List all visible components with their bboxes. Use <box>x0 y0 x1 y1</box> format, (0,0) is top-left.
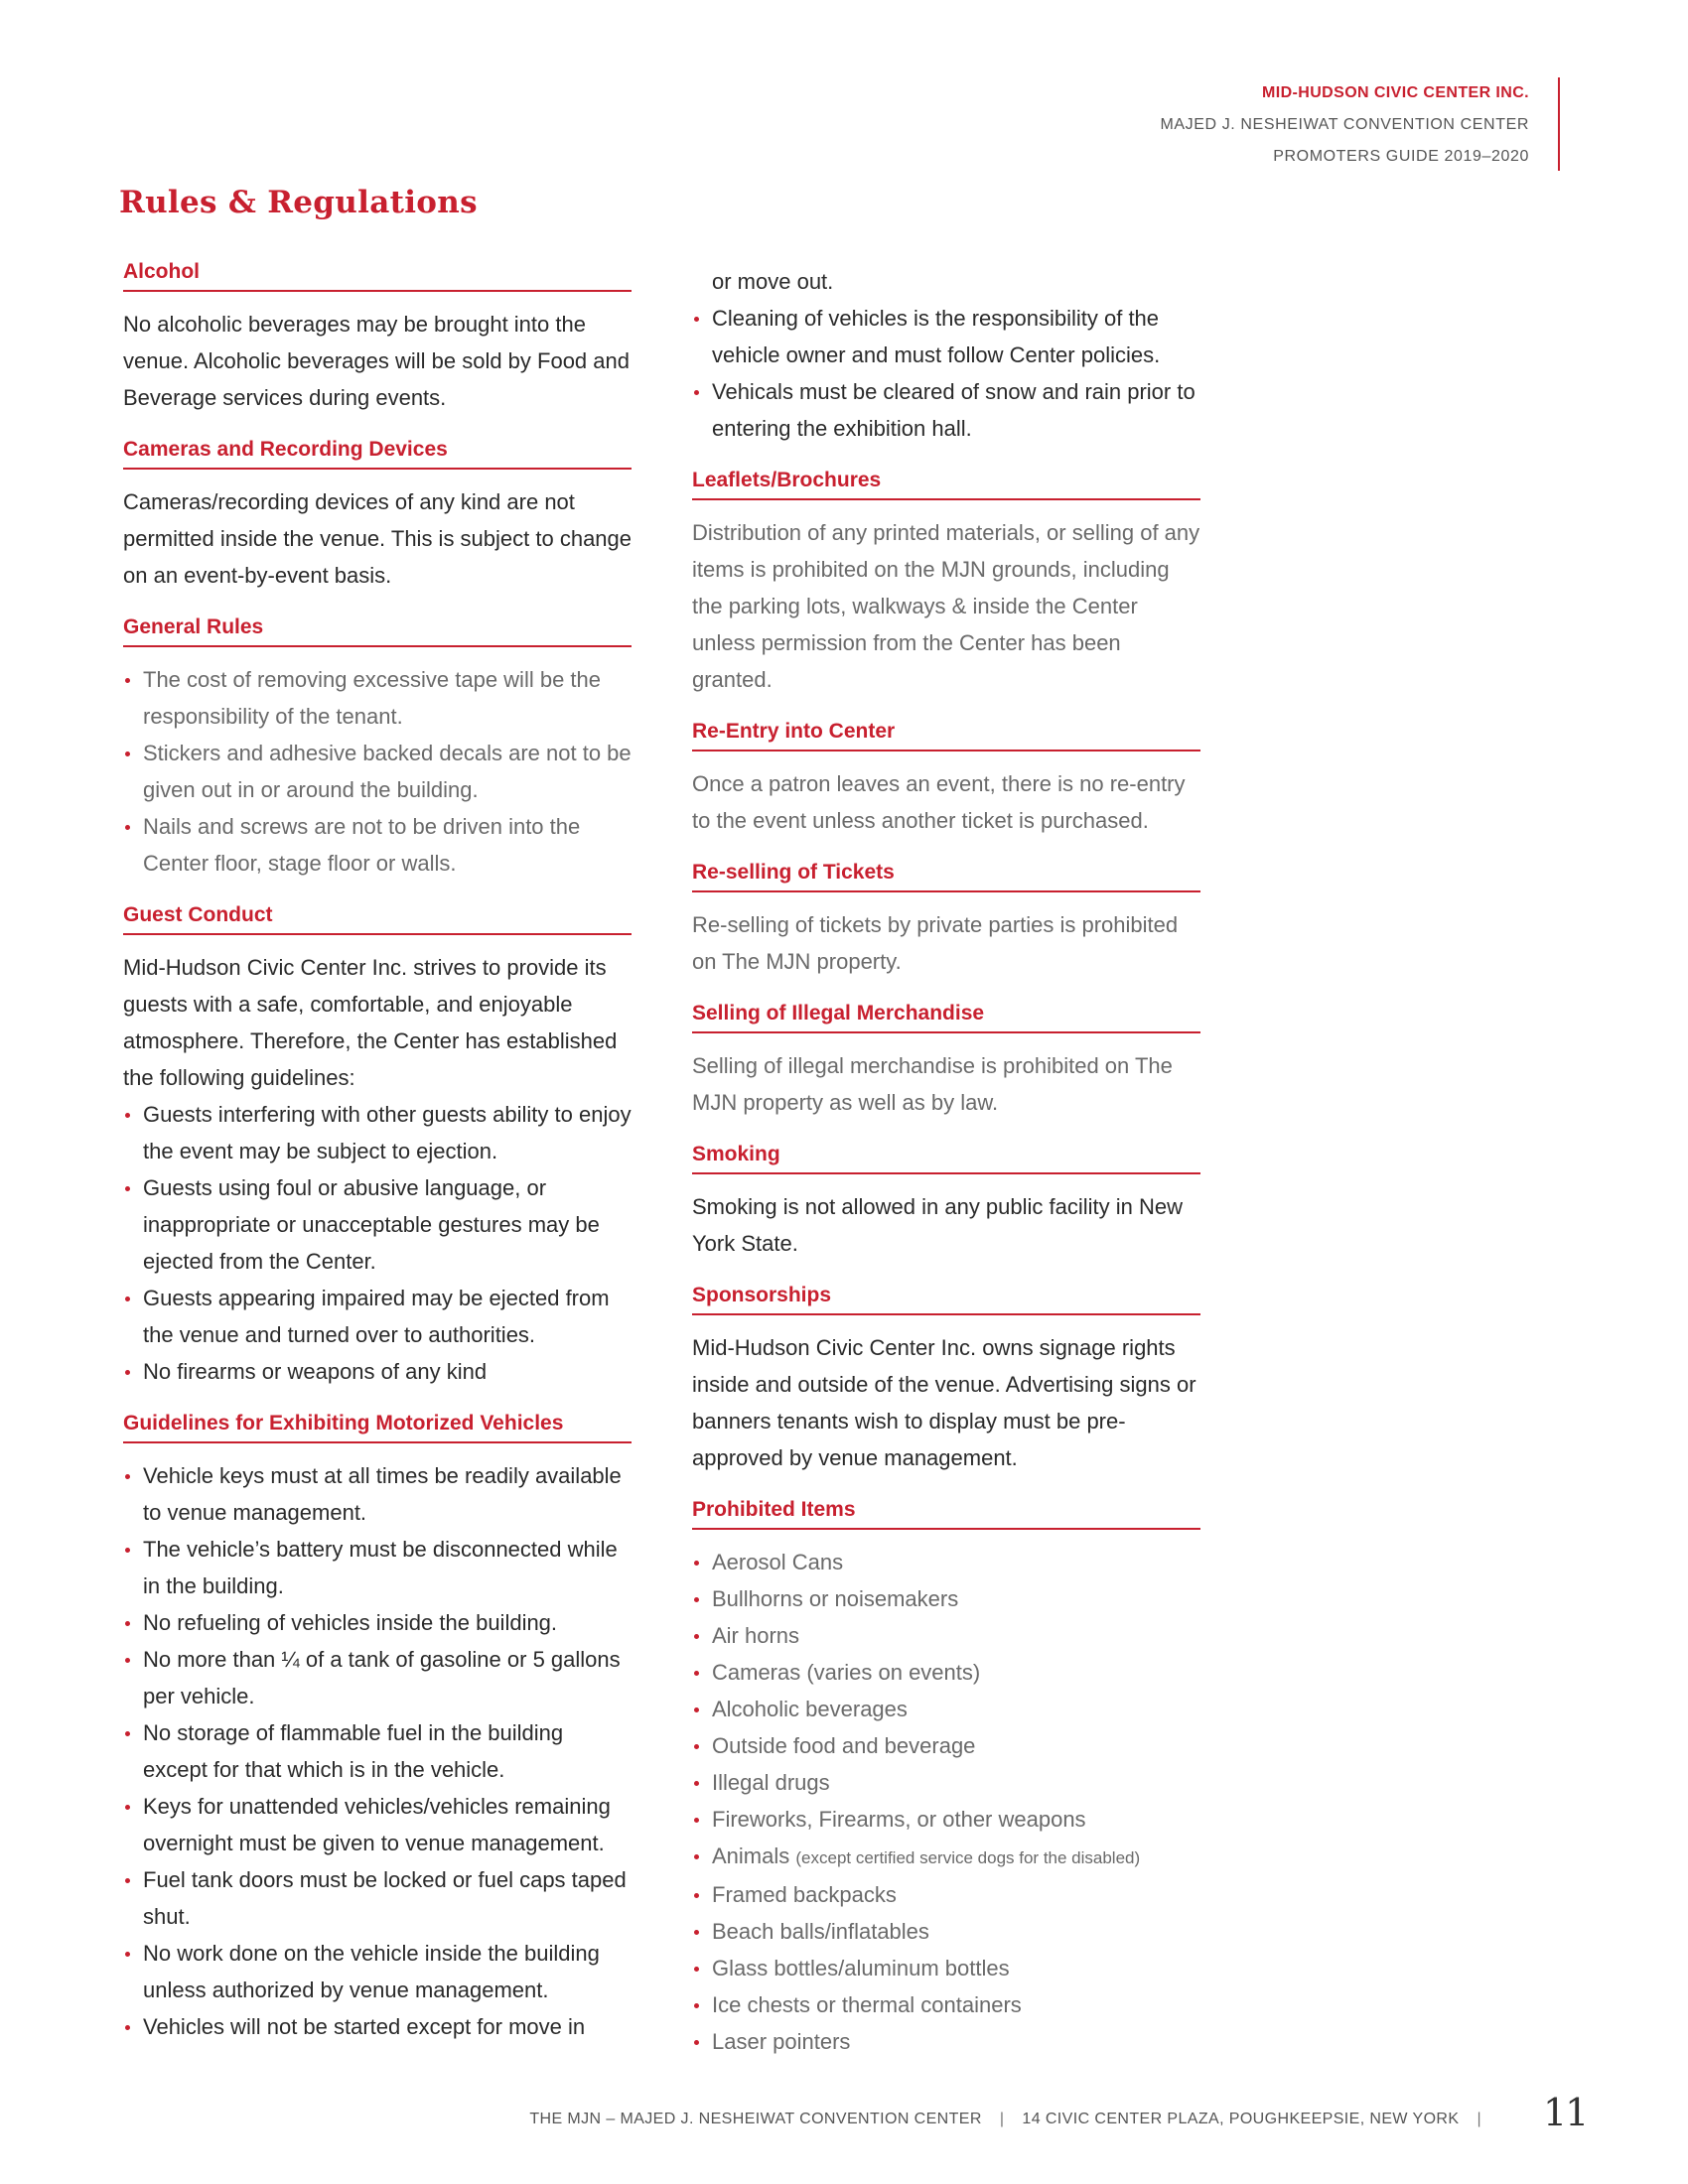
list-item: Vehicle keys must at all times be readily available to venue management. <box>123 1457 632 1531</box>
vehicles-list <box>123 1457 632 2045</box>
list-item-animals <box>692 1838 1200 1876</box>
list-item: Aerosol Cans <box>692 1544 1200 1580</box>
list-item: Cameras (varies on events) <box>692 1654 1200 1691</box>
list-item-continuation: or move out. <box>712 269 834 294</box>
page-title: Rules & Regulations <box>119 185 478 220</box>
list-item: Glass bottles/aluminum bottles <box>692 1950 1200 1986</box>
section-sponsorships <box>692 1284 1200 1476</box>
list-item: The cost of removing excessive tape will be the responsibility of the tenant. <box>123 661 632 735</box>
list-item: Keys for unattended vehicles/vehicles remaining overnight must be given to venue management. <box>123 1788 632 1861</box>
header-guide: PROMOTERS GUIDE 2019–2020 <box>1273 148 1529 165</box>
guest-conduct-list <box>123 1096 632 1390</box>
section-heading: Re-selling of Tickets <box>692 861 1200 892</box>
section-reentry <box>692 720 1200 839</box>
section-text: Re-selling of tickets by private parties is prohibited on The MJN property. <box>692 912 1179 974</box>
section-prohibited-items <box>692 1498 1200 2060</box>
list-item: Guests interfering with other guests ability to enjoy the event may be subject to ejection. <box>123 1096 632 1169</box>
list-item: Vehicals must be cleared of snow and rain prior to entering the exhibition hall. <box>692 373 1200 447</box>
section-text: Mid-Hudson Civic Center Inc. owns signage rights inside and outside of the venue. Advertising signs or banners tenants wish to display must be pre-approved by venue management. <box>692 1335 1196 1470</box>
list-item: Guests appearing impaired may be ejected from the venue and turned over to authorities. <box>123 1280 632 1353</box>
section-heading: Prohibited Items <box>692 1498 1200 1530</box>
footer-venue: THE MJN – MAJED J. NESHEIWAT CONVENTION CENTER <box>529 2111 982 2127</box>
list-item: Vehicles will not be started except for move in <box>123 2008 632 2045</box>
list-item: Fireworks, Firearms, or other weapons <box>692 1801 1200 1838</box>
section-heading: Smoking <box>692 1143 1200 1174</box>
animals-note: (except certified service dogs for the disabled) <box>795 1848 1141 1867</box>
list-item: The vehicle’s battery must be disconnected while in the building. <box>123 1531 632 1604</box>
header-divider <box>1558 77 1560 171</box>
section-heading: Re-Entry into Center <box>692 720 1200 751</box>
section-text: Smoking is not allowed in any public facility in New York State. <box>692 1194 1184 1256</box>
left-column <box>123 260 632 2067</box>
page-number: 11 <box>1543 2091 1588 2134</box>
list-item: Beach balls/inflatables <box>692 1913 1200 1950</box>
list-item: No refueling of vehicles inside the building. <box>123 1604 632 1641</box>
section-cameras <box>123 438 632 594</box>
section-heading: Alcohol <box>123 260 632 292</box>
section-guest-conduct <box>123 903 632 1390</box>
list-item: Guests using foul or abusive language, or inappropriate or unacceptable gestures may be ejected from the Center. <box>123 1169 632 1280</box>
section-heading: Guidelines for Exhibiting Motorized Vehicles <box>123 1412 632 1443</box>
section-vehicles <box>123 1412 632 2045</box>
header-organization: MID-HUDSON CIVIC CENTER INC. <box>1262 84 1529 101</box>
list-item: No storage of flammable fuel in the building except for that which is in the vehicle. <box>123 1714 632 1788</box>
footer-separator: | <box>999 2111 1005 2127</box>
section-vehicles-continued <box>692 263 1200 447</box>
list-item: Framed backpacks <box>692 1876 1200 1913</box>
section-heading: Cameras and Recording Devices <box>123 438 632 470</box>
list-item: Illegal drugs <box>692 1764 1200 1801</box>
prohibited-items-list <box>692 1544 1200 2060</box>
list-item: No firearms or weapons of any kind <box>123 1353 632 1390</box>
section-heading: Selling of Illegal Merchandise <box>692 1002 1200 1033</box>
page-header <box>1160 77 1529 173</box>
section-text: No alcoholic beverages may be brought into the venue. Alcoholic beverages will be sold by Food and Beverage services during events. <box>123 312 630 410</box>
section-leaflets <box>692 469 1200 698</box>
section-illegal-merchandise <box>692 1002 1200 1121</box>
list-item: Air horns <box>692 1617 1200 1654</box>
list-item: Laser pointers <box>692 2023 1200 2060</box>
section-reselling <box>692 861 1200 980</box>
section-text: Once a patron leaves an event, there is no re-entry to the event unless another ticket is purchased. <box>692 771 1186 833</box>
list-item: Ice chests or thermal containers <box>692 1986 1200 2023</box>
list-item: Alcoholic beverages <box>692 1691 1200 1727</box>
animals-label: Animals <box>712 1843 790 1868</box>
section-general-rules <box>123 615 632 882</box>
section-text: Selling of illegal merchandise is prohibited on The MJN property as well as by law. <box>692 1053 1173 1115</box>
page-footer <box>0 2111 1499 2128</box>
general-rules-list <box>123 661 632 882</box>
list-item: Cleaning of vehicles is the responsibility of the vehicle owner and must follow Center policies. <box>692 300 1200 373</box>
section-heading: Leaflets/Brochures <box>692 469 1200 500</box>
list-item: Nails and screws are not to be driven into the Center floor, stage floor or walls. <box>123 808 632 882</box>
list-item: Outside food and beverage <box>692 1727 1200 1764</box>
list-item: Stickers and adhesive backed decals are not to be given out in or around the building. <box>123 735 632 808</box>
section-text: Distribution of any printed materials, or selling of any items is prohibited on the MJN grounds, including the parking lots, walkways & inside the Center unless permission from the Center has been granted. <box>692 520 1200 692</box>
list-item: Bullhorns or noisemakers <box>692 1580 1200 1617</box>
vehicles-list-continued <box>692 263 1200 447</box>
section-heading: Sponsorships <box>692 1284 1200 1315</box>
list-item: No more than ¼ of a tank of gasoline or 5 gallons per vehicle. <box>123 1641 632 1714</box>
right-column <box>692 263 1200 2082</box>
header-venue: MAJED J. NESHEIWAT CONVENTION CENTER <box>1160 116 1529 133</box>
footer-separator: | <box>1477 2111 1481 2127</box>
section-heading: General Rules <box>123 615 632 647</box>
section-intro: Mid-Hudson Civic Center Inc. strives to provide its guests with a safe, comfortable, and enjoyable atmosphere. Therefore, the Center has established the following guidelines: <box>123 955 618 1090</box>
section-text: Cameras/recording devices of any kind are not permitted inside the venue. This is subject to change on an event-by-event basis. <box>123 489 633 588</box>
list-item: Fuel tank doors must be locked or fuel caps taped shut. <box>123 1861 632 1935</box>
section-smoking <box>692 1143 1200 1262</box>
list-item: No work done on the vehicle inside the building unless authorized by venue management. <box>123 1935 632 2008</box>
section-heading: Guest Conduct <box>123 903 632 935</box>
section-alcohol <box>123 260 632 416</box>
footer-address: 14 CIVIC CENTER PLAZA, POUGHKEEPSIE, NEW YORK <box>1022 2111 1460 2127</box>
